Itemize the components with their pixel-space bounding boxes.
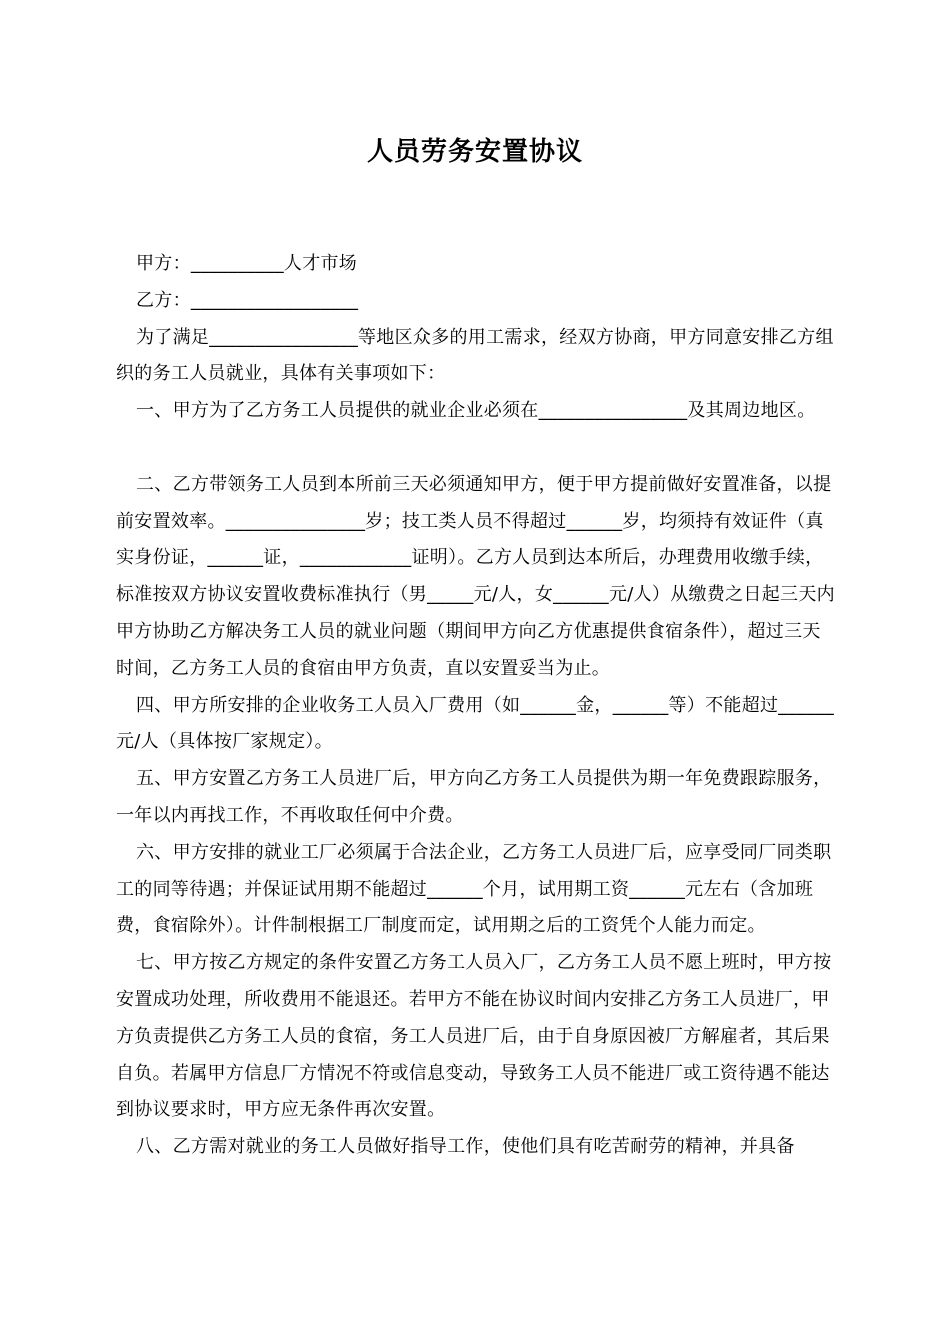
party-a-line: 甲方：__________人才市场: [136, 253, 358, 274]
clause-6: 六、甲方安排的就业工厂必须属于合法企业，乙方务工人员进厂后，应享受同厂同类职工的同等待遇；并保证试用期不能超过______个月，试用期工资______元左右（含加班费，食宿除外）。计件制根据工厂制度而定，试用期之后的工资凭个人能力而定。: [116, 841, 832, 937]
clause-7: 七、甲方按乙方规定的条件安置乙方务工人员入厂，乙方务工人员不愿上班时，甲方按安置成功处理，所收费用不能退还。若甲方不能在协议时间内安排乙方务工人员进厂，甲方负责提供乙方务工人员的食宿，务工人员进厂后，由于自身原因被厂方解雇者，其后果自负。若属甲方信息厂方情况不符或信息变动，导致务工人员不能进厂或工资待遇不能达到协议要求时，甲方应无条件再次安置。: [116, 952, 832, 1121]
document-body: [116, 246, 838, 1166]
document-title: 人员劳务安置协议: [366, 137, 583, 167]
clause-8: 八、乙方需对就业的务工人员做好指导工作，使他们具有吃苦耐劳的精神，并具备: [136, 1136, 795, 1158]
clause-2: 二、乙方带领务工人员到本所前三天必须通知甲方，便于甲方提前做好安置准备，以提前安置效率。_______________岁；技工类人员不得超过______岁，均须持有效证件（真实身份证，______证，____________证明）。乙方人员到达本所后，办理费用收缴手续，标准按双方协议安置收费标准执行（男_____元/人，女______元/人）从缴费之日起三天内甲方协助乙方解决务工人员的就业问题（期间甲方向乙方优惠提供食宿条件），超过三天时间，乙方务工人员的食宿由甲方负责，直以安置妥当为止。: [116, 473, 835, 679]
clause-5: 五、甲方安置乙方务工人员进厂后，甲方向乙方务工人员提供为期一年免费跟踪服务，一年以内再找工作，不再收取任何中介费。: [116, 768, 832, 826]
party-b-line: 乙方：__________________: [136, 289, 359, 311]
intro-paragraph: 为了满足________________等地区众多的用工需求，经双方协商，甲方同意安排乙方组织的务工人员就业，具体有关事项如下：: [116, 326, 834, 385]
clause-1: 一、甲方为了乙方务工人员提供的就业企业必须在________________及其周边地区。: [136, 400, 816, 422]
clause-4: 四、甲方所安排的企业收务工人员入厂费用（如______金，______等）不能超过______元/人（具体按厂家规定）。: [116, 694, 835, 753]
